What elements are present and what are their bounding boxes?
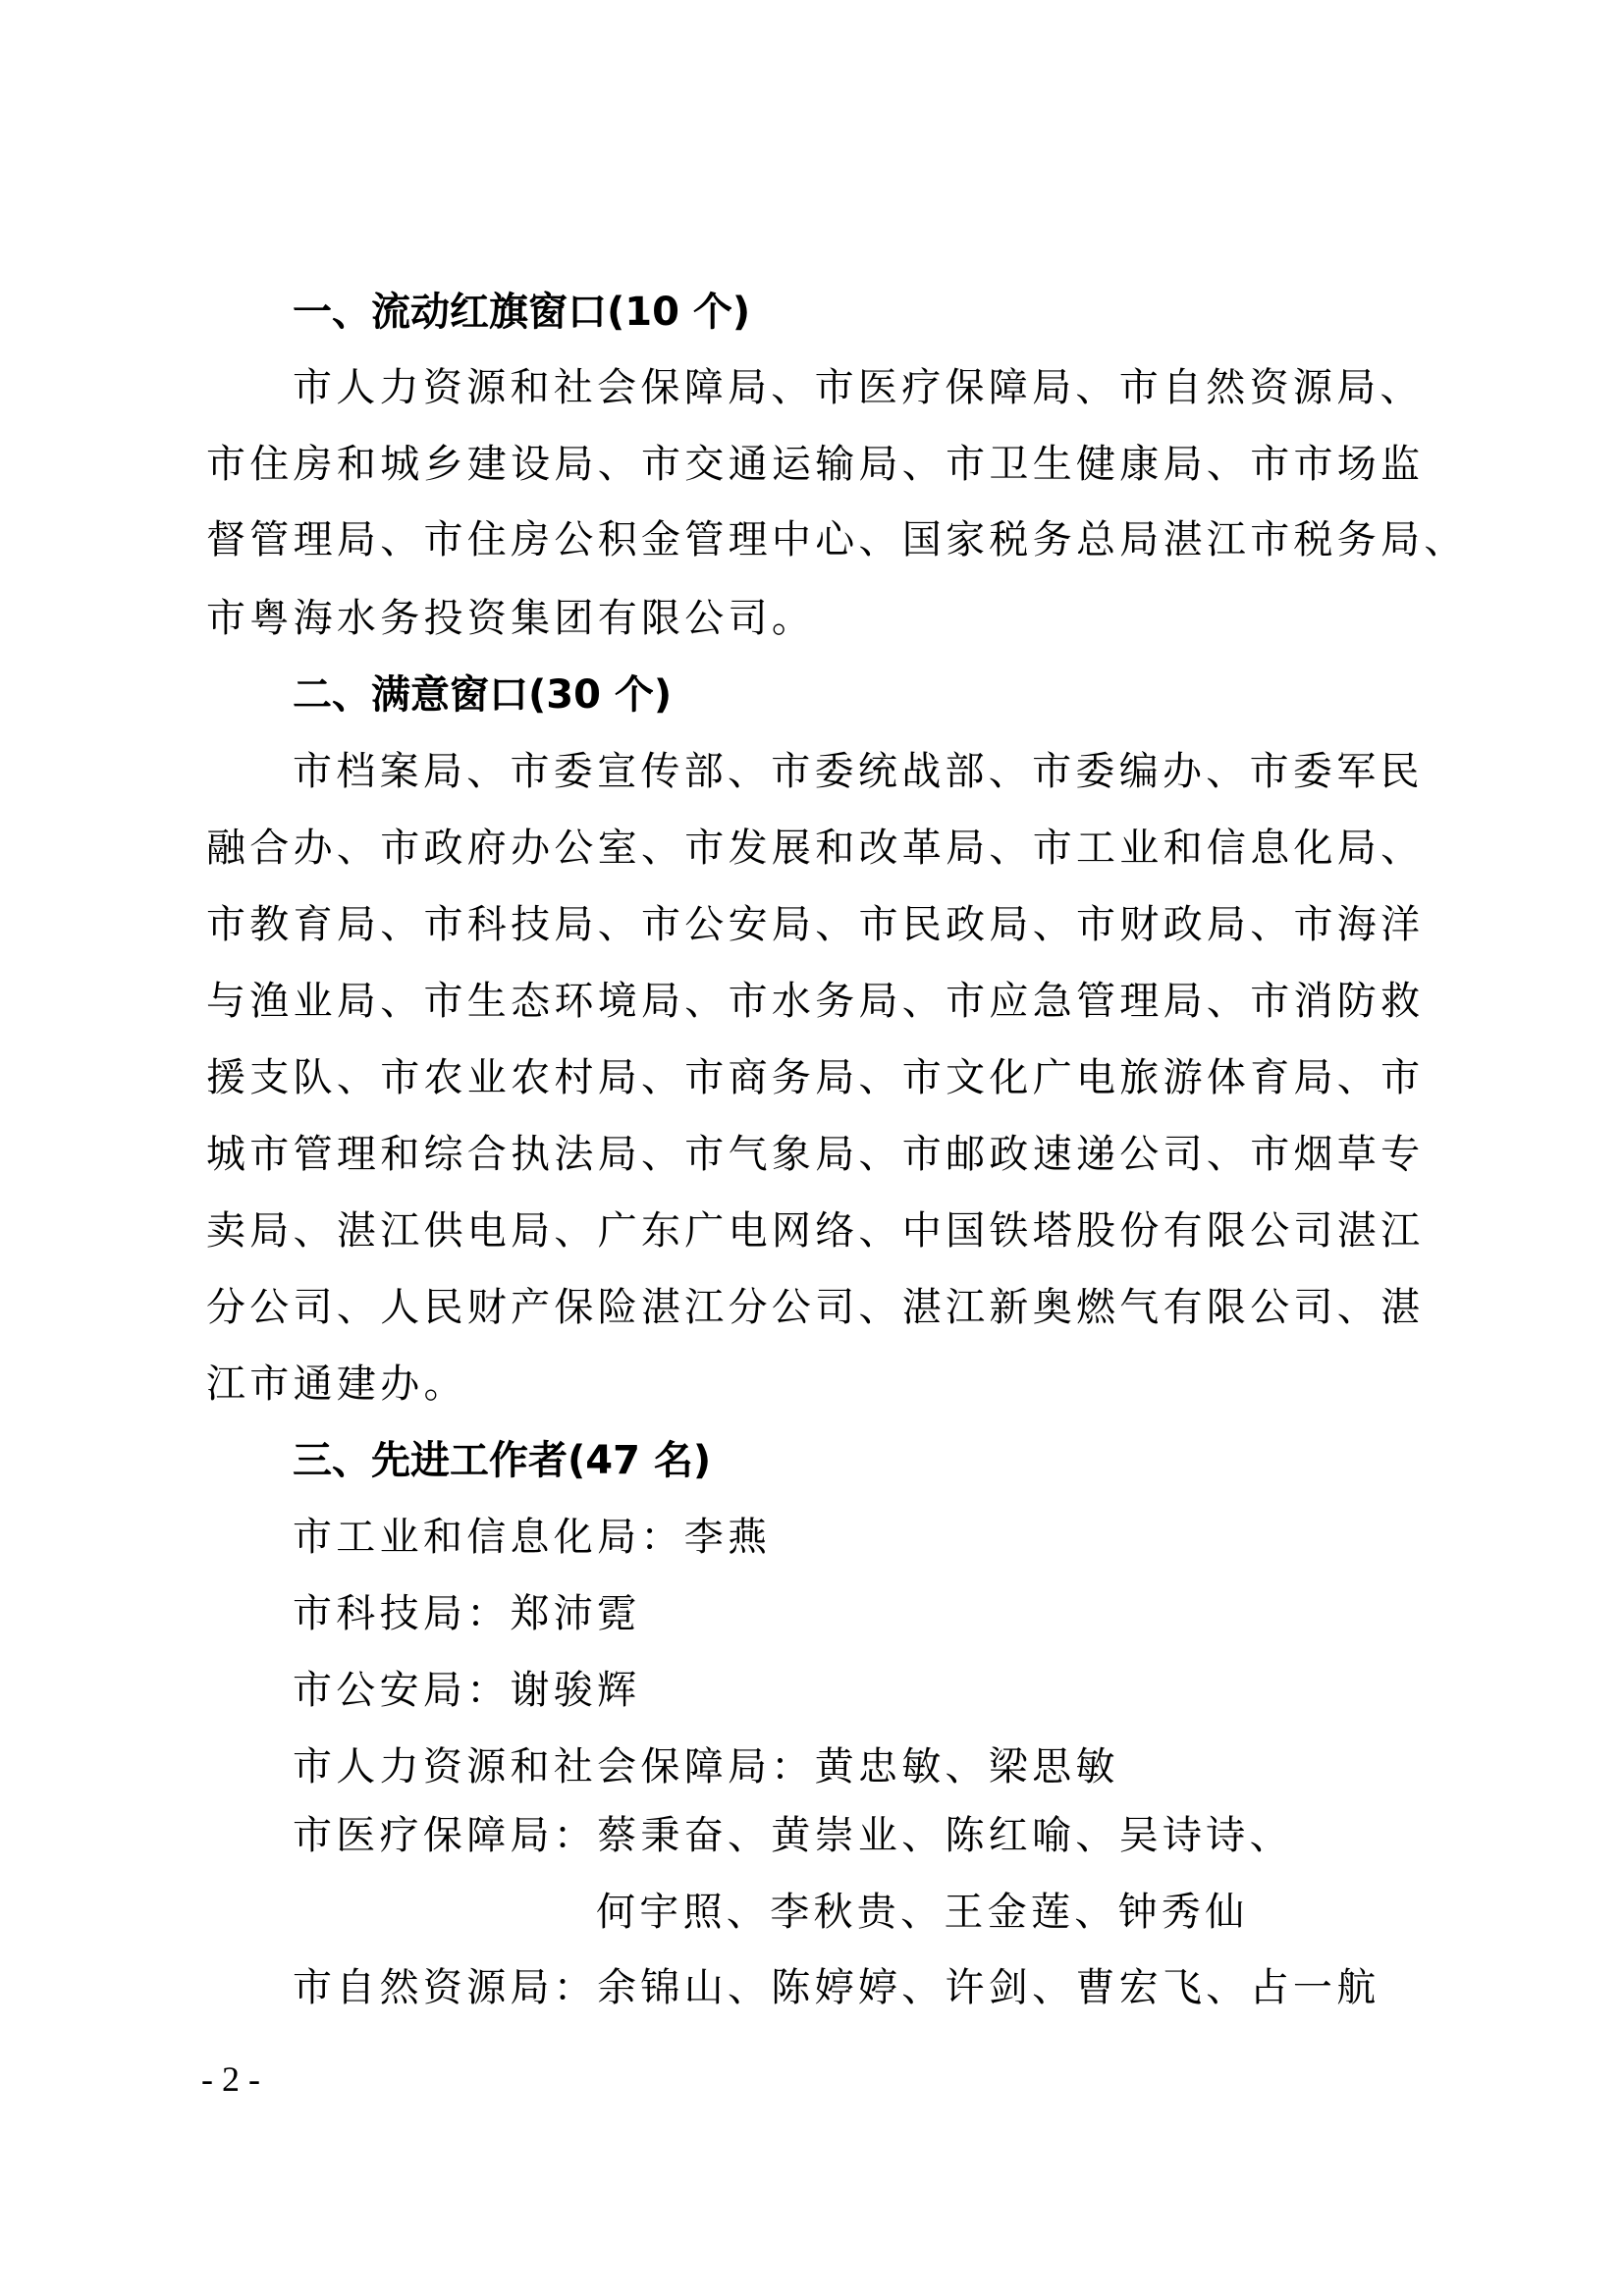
section-heading-advanced-workers: 三、先进工作者(47 名) (293, 1438, 712, 1483)
worker-names: 郑沛霓 (510, 1591, 641, 1636)
worker-entry (293, 1508, 771, 1567)
unit-name: 市工业和信息化局： (293, 1515, 684, 1560)
paragraph-line: 援支队、市农业农村局、市商务局、市文化广电旅游体育局、市 (206, 1055, 1425, 1100)
worker-names: 李燕 (683, 1515, 772, 1560)
unit-name: 市公安局： (293, 1668, 511, 1713)
section-heading-red-flag-windows: 一、流动红旗窗口(10 个) (293, 290, 751, 335)
unit-name: 市人力资源和社会保障局： (293, 1744, 815, 1789)
paragraph-line: 督管理局、市住房公积金管理中心、国家税务总局湛江市税务局、 (206, 517, 1468, 562)
worker-entry (293, 1806, 1293, 1865)
paragraph-line: 市档案局、市委宣传部、市委统战部、市委编办、市委军民 (293, 749, 1424, 794)
paragraph-line: 市人力资源和社会保障局、市医疗保障局、市自然资源局、 (293, 365, 1424, 410)
paragraph-line: 卖局、湛江供电局、广东广电网络、中国铁塔股份有限公司湛江 (206, 1208, 1425, 1254)
unit-name: 市科技局： (293, 1591, 511, 1636)
unit-name: 市医疗保障局： (293, 1813, 598, 1858)
worker-names: 谢骏辉 (510, 1668, 641, 1713)
paragraph-line: 与渔业局、市生态环境局、市水务局、市应急管理局、市消防救 (206, 979, 1425, 1024)
worker-entry (293, 1737, 1119, 1796)
paragraph-line: 融合办、市政府办公室、市发展和改革局、市工业和信息化局、 (206, 826, 1425, 871)
worker-entry (293, 1584, 640, 1643)
paragraph-line: 市住房和城乡建设局、市交通运输局、市卫生健康局、市市场监 (206, 442, 1425, 487)
unit-name: 市自然资源局： (293, 1965, 598, 2010)
paragraph-line: 市教育局、市科技局、市公安局、市民政局、市财政局、市海洋 (206, 902, 1425, 947)
worker-entry (293, 1958, 1380, 2017)
page-number: - 2 - (201, 2059, 260, 2099)
worker-names: 黄忠敏、梁思敏 (814, 1744, 1119, 1789)
worker-names: 蔡秉奋、黄崇业、陈红喻、吴诗诗、 (597, 1813, 1293, 1858)
worker-entry (293, 1661, 640, 1720)
paragraph-line: 城市管理和综合执法局、市气象局、市邮政速递公司、市烟草专 (206, 1132, 1425, 1177)
worker-names-continuation: 何宇照、李秋贵、王金莲、钟秀仙 (596, 1890, 1249, 1935)
worker-names: 余锦山、陈婷婷、许剑、曹宏飞、占一航 (597, 1965, 1380, 2010)
paragraph-line: 市粤海水务投资集团有限公司。 (206, 596, 816, 641)
paragraph-line: 江市通建办。 (206, 1362, 467, 1407)
section-heading-satisfied-windows: 二、满意窗口(30 个) (293, 672, 673, 718)
paragraph-line: 分公司、人民财产保险湛江分公司、湛江新奥燃气有限公司、湛 (206, 1285, 1425, 1330)
